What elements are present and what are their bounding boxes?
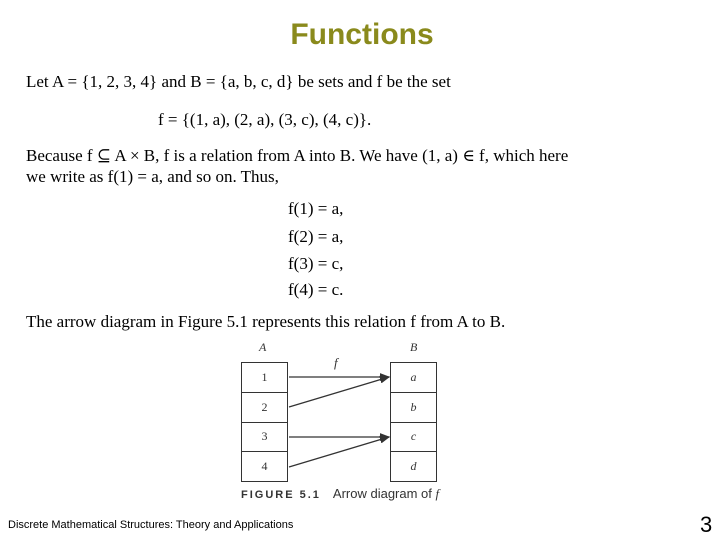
footer-book-title: Discrete Mathematical Structures: Theory and Applications [8, 519, 294, 531]
set-a-element: 3 [242, 423, 287, 453]
mapping-arrow [289, 437, 389, 467]
caption-text: Arrow diagram of [332, 486, 432, 501]
set-a-label: A [259, 340, 267, 354]
set-a-box [241, 362, 288, 482]
function-value-1: f(1) = a, [288, 199, 344, 218]
set-b-element: a [391, 363, 436, 393]
function-value-4: f(4) = c. [288, 280, 344, 299]
figure-number: FIGURE 5.1 [241, 489, 321, 501]
set-a-element: 1 [242, 363, 287, 393]
definition-line: Let A = {1, 2, 3, 4} and B = {a, b, c, d} be sets and f be the set [26, 72, 451, 91]
set-a-element: 2 [242, 393, 287, 423]
set-b-label: B [410, 340, 418, 354]
caption-symbol: f [435, 486, 440, 501]
mapping-arrow [289, 377, 389, 407]
set-b-box [390, 362, 437, 482]
set-b-element: c [391, 423, 436, 453]
set-b-element: b [391, 393, 436, 423]
function-set: f = {(1, a), (2, a), (3, c), (4, c)}. [158, 110, 372, 129]
relation-explanation-cont: we write as f(1) = a, and so on. Thus, [26, 167, 279, 186]
figure-caption [241, 486, 439, 502]
function-label: f [334, 355, 338, 370]
page-number: 3 [700, 512, 713, 537]
slide-title: Functions [290, 18, 434, 51]
diagram-intro: The arrow diagram in Figure 5.1 represents this relation f from A to B. [26, 312, 506, 331]
function-value-2: f(2) = a, [288, 227, 344, 246]
set-a-element: 4 [261, 459, 268, 474]
relation-explanation: Because f ⊆ A × B, f is a relation from A into B. We have (1, a) ∈ f, which here [26, 146, 569, 165]
function-value-3: f(3) = c, [288, 254, 344, 273]
set-b-element: d [410, 459, 417, 474]
